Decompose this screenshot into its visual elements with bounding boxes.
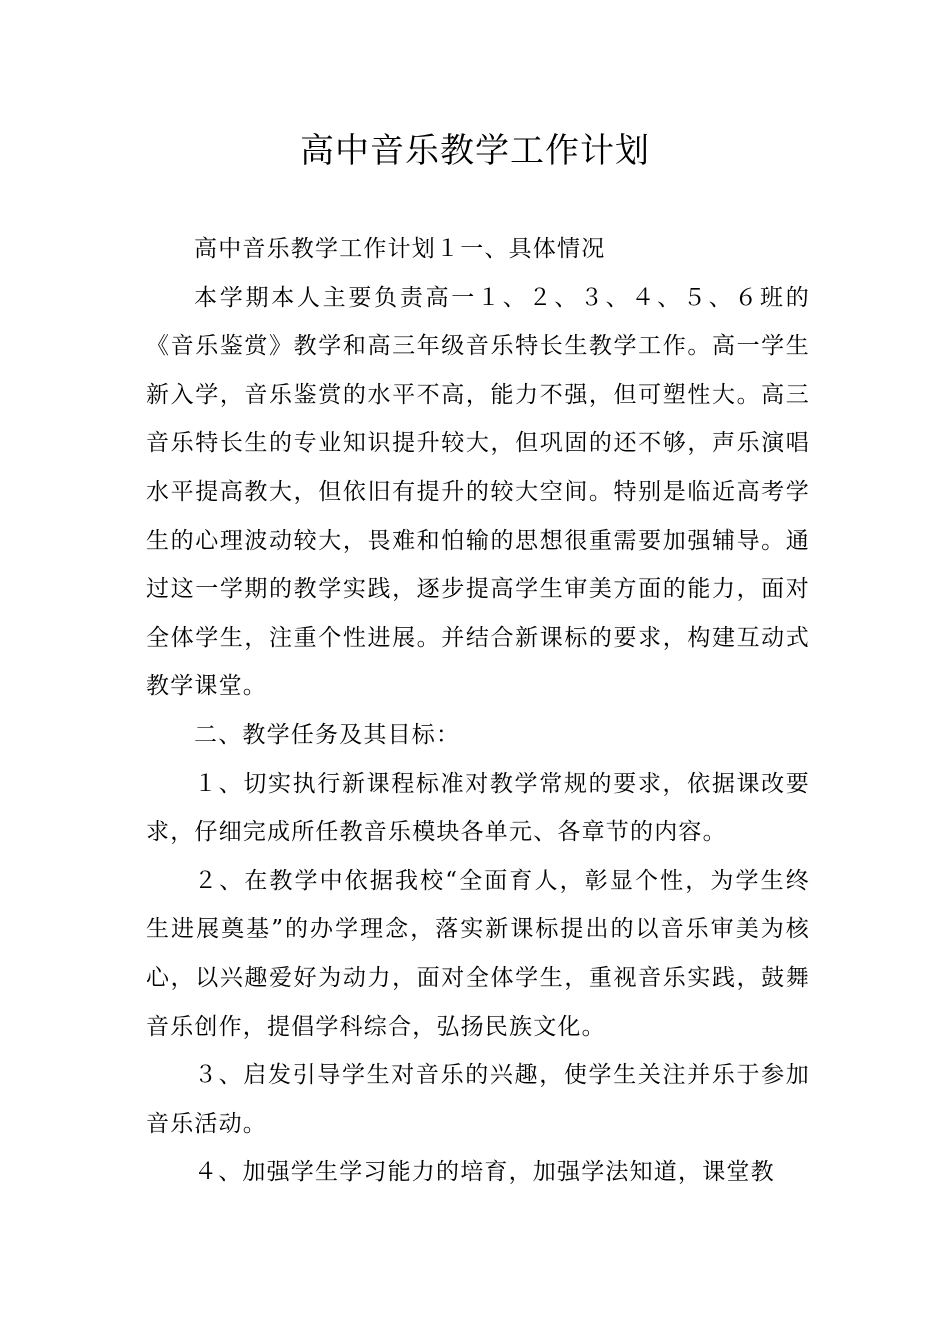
paragraph-task-4: ４、加强学生学习能力的培育，加强学法知道，课堂教 [194, 1159, 775, 1186]
paragraph-task-2: ２、在教学中依据我校“全面育人，彰显个性，为学生终生进展奠基”的办学理念，落实新课标提出的以音乐审美为核心，以兴趣爱好为动力，面对全体学生，重视音乐实践，鼓舞音乐创作，提倡学科综合，弘扬民族文化。 [146, 867, 810, 1040]
paragraph-situation: 本学期本人主要负责高一１、２、３、４、５、６班的《音乐鉴赏》教学和高三年级音乐特长生教学工作。高一学生新入学，音乐鉴赏的水平不高，能力不强，但可塑性大。高三音乐特长生的专业知识提升较大，但巩固的还不够，声乐演唱水平提高教大，但依旧有提升的较大空间。特别是临近高考学生的心理波动较大，畏难和怕输的思想很重需要加强辅导。通过这一学期的教学实践，逐步提高学生审美方面的能力，面对全体学生，注重个性进展。并结合新课标的要求，构建互动式教学课堂。 [146, 284, 810, 700]
paragraph-heading-tasks: 二、教学任务及其目标： [194, 721, 461, 748]
document-body [146, 225, 810, 1197]
paragraph-heading-situation: 高中音乐教学工作计划１一、具体情况 [194, 236, 606, 262]
paragraph-task-3: ３、启发引导学生对音乐的兴趣，使学生关注并乐于参加音乐活动。 [146, 1062, 810, 1137]
paragraph-task-1: １、切实执行新课程标准对教学常规的要求，依据课改要求，仔细完成所任教音乐模块各单元、各章节的内容。 [146, 770, 810, 846]
document-title: 高中音乐教学工作计划 [300, 131, 650, 171]
